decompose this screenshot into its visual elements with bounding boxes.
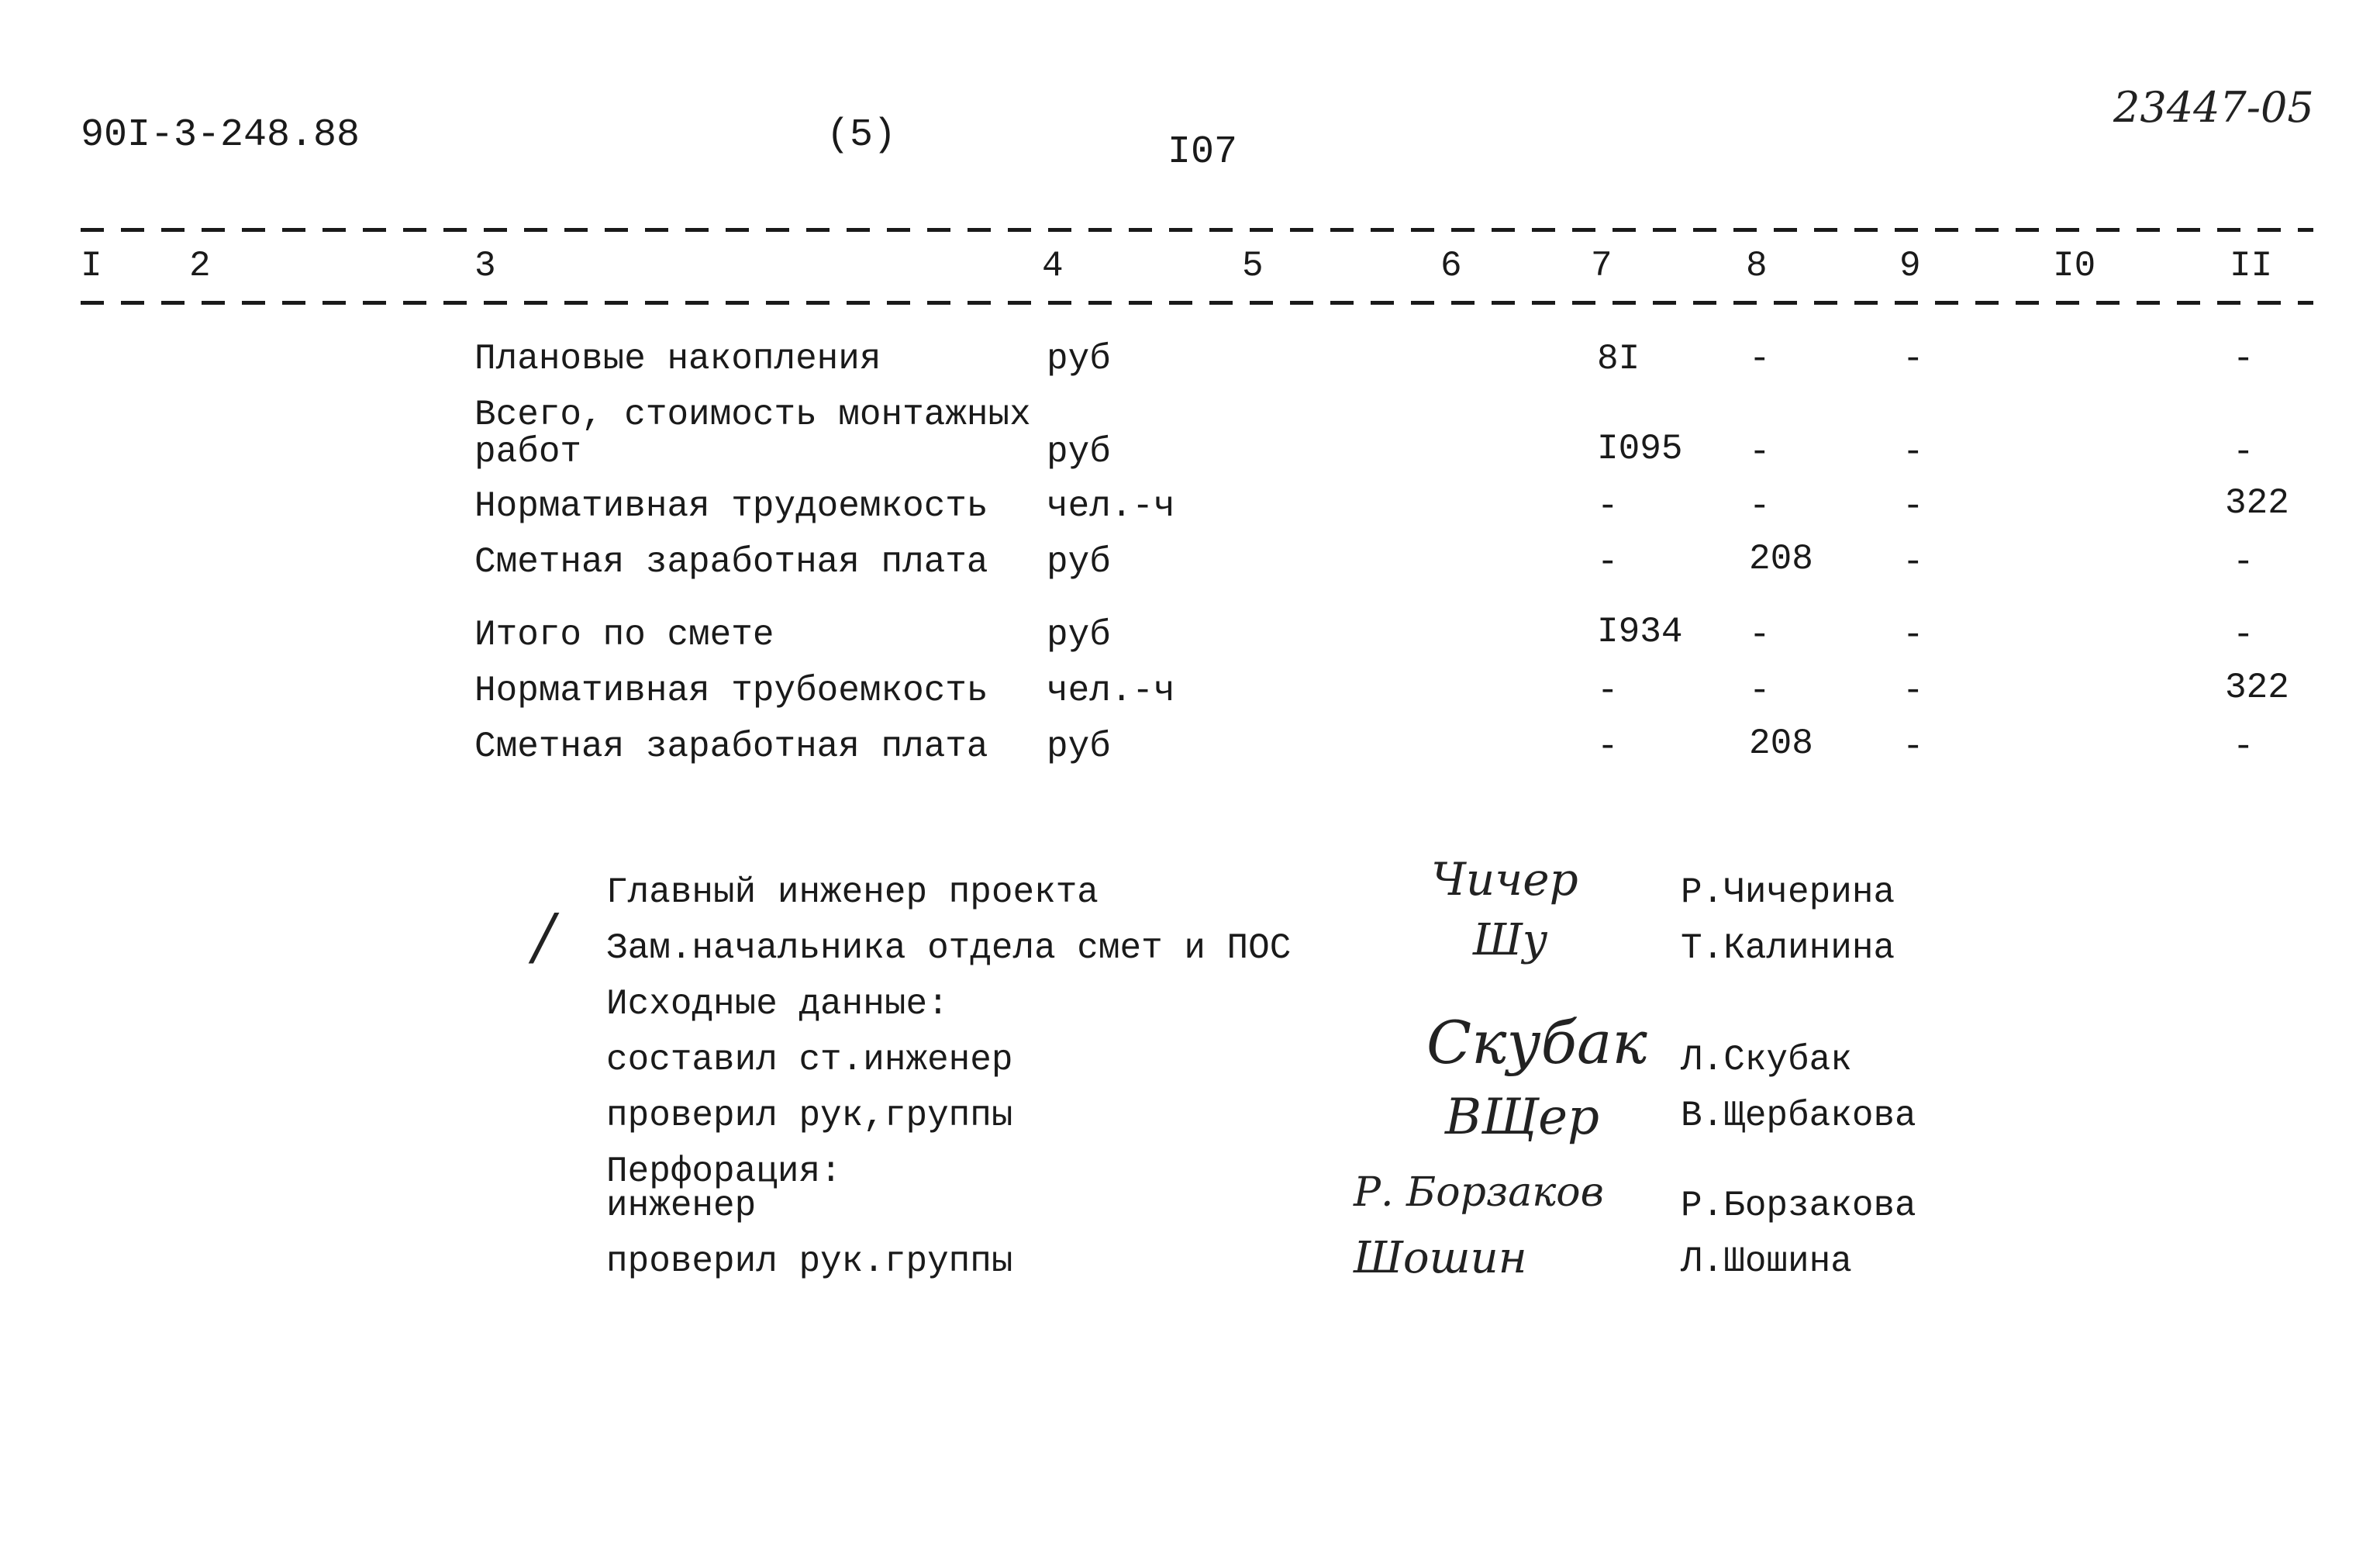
row-label: Сметная заработная плата	[474, 727, 988, 767]
cell-col7: I934	[1597, 612, 1683, 652]
sheet-marker: (5)	[826, 113, 897, 157]
signatory-name: Р.Борзакова	[1681, 1186, 1916, 1226]
signatory-name: Р.Чичерина	[1681, 872, 1895, 913]
cell-col8: 208	[1749, 539, 1813, 579]
signatory-role: проверил рук.группы	[606, 1241, 1013, 1282]
row-label: Сметная заработная плата	[474, 542, 988, 582]
signatory-name: Л.Скубак	[1681, 1040, 1852, 1080]
signature-image: Шу	[1473, 915, 1548, 965]
cell-col11: -	[2233, 615, 2254, 655]
cell-col11: 322	[2225, 483, 2289, 523]
cell-col11: -	[2233, 727, 2254, 767]
row-unit: руб	[1047, 542, 1111, 582]
cell-col7: -	[1597, 671, 1619, 711]
row-unit: руб	[1047, 727, 1111, 767]
signatory-name: Т.Калинина	[1681, 928, 1895, 968]
cell-col9: -	[1902, 432, 1924, 472]
signature-image: ВЩер	[1445, 1089, 1599, 1146]
cell-col8: -	[1749, 486, 1771, 526]
cell-col9: -	[1902, 615, 1924, 655]
signatory-role-continued: инженер	[606, 1186, 757, 1226]
row-label: Итого по смете	[474, 615, 774, 655]
column-header: I	[81, 246, 102, 286]
column-header: 8	[1746, 246, 1768, 286]
column-header: I0	[2053, 246, 2096, 286]
signature-image: Р. Борзаков	[1354, 1169, 1604, 1216]
column-header: 3	[474, 246, 496, 286]
signatory-name: Л.Шошина	[1681, 1241, 1852, 1282]
cell-col8: -	[1749, 432, 1771, 472]
cell-col7: I095	[1597, 429, 1683, 469]
cell-col8: -	[1749, 671, 1771, 711]
cell-col7: -	[1597, 486, 1619, 526]
row-label-continued: работ	[474, 432, 582, 472]
row-label: Всего, стоимость монтажных	[474, 395, 1031, 435]
row-unit: чел.-ч	[1047, 486, 1175, 526]
row-label: Нормативная трубоемкость	[474, 671, 988, 711]
page-number: I07	[1168, 130, 1238, 174]
cell-col11: -	[2233, 339, 2254, 379]
signature-image: Скубак	[1426, 1008, 1647, 1077]
signatory-role: Исходные данные:	[606, 984, 949, 1024]
cell-col11: 322	[2225, 668, 2289, 708]
registration-number: 23447-05	[2113, 83, 2314, 132]
row-unit: руб	[1047, 339, 1111, 379]
signatory-role: Главный инженер проекта	[606, 872, 1099, 913]
signatory-name: В.Щербакова	[1681, 1096, 1916, 1136]
row-label: Плановые накопления	[474, 339, 881, 379]
column-header: 9	[1899, 246, 1921, 286]
cell-col7: 8I	[1597, 339, 1640, 379]
column-header: 7	[1591, 246, 1613, 286]
cell-col9: -	[1902, 339, 1924, 379]
column-header: II	[2230, 246, 2273, 286]
cell-col8: -	[1749, 339, 1771, 379]
cell-col9: -	[1902, 727, 1924, 767]
cell-col8: 208	[1749, 723, 1813, 764]
row-unit: чел.-ч	[1047, 671, 1175, 711]
row-unit: руб	[1047, 615, 1111, 655]
cell-col7: -	[1597, 542, 1619, 582]
cell-col7: -	[1597, 727, 1619, 767]
cell-col8: -	[1749, 615, 1771, 655]
column-header: 5	[1242, 246, 1264, 286]
signatory-role: Перфорация:	[606, 1151, 842, 1192]
header-rule-bottom	[81, 301, 2313, 305]
cell-col9: -	[1902, 542, 1924, 582]
row-unit: руб	[1047, 432, 1111, 472]
signatory-role: Зам.начальника отдела смет и ПОС	[606, 928, 1292, 968]
signatory-role: составил ст.инженер	[606, 1040, 1013, 1080]
signature-image: Чичер	[1431, 853, 1578, 906]
column-header: 4	[1042, 246, 1064, 286]
row-label: Нормативная трудоемкость	[474, 486, 988, 526]
signatory-role: проверил рук,группы	[606, 1096, 1013, 1136]
cell-col11: -	[2233, 542, 2254, 582]
document-code: 90I-3-248.88	[81, 113, 360, 157]
cell-col11: -	[2233, 432, 2254, 472]
cell-col9: -	[1902, 486, 1924, 526]
column-header: 6	[1440, 246, 1462, 286]
signature-image: Шошин	[1354, 1233, 1527, 1283]
column-header: 2	[189, 246, 211, 286]
cell-col9: -	[1902, 671, 1924, 711]
header-rule-top	[81, 228, 2313, 232]
margin-mark: /	[533, 900, 554, 972]
